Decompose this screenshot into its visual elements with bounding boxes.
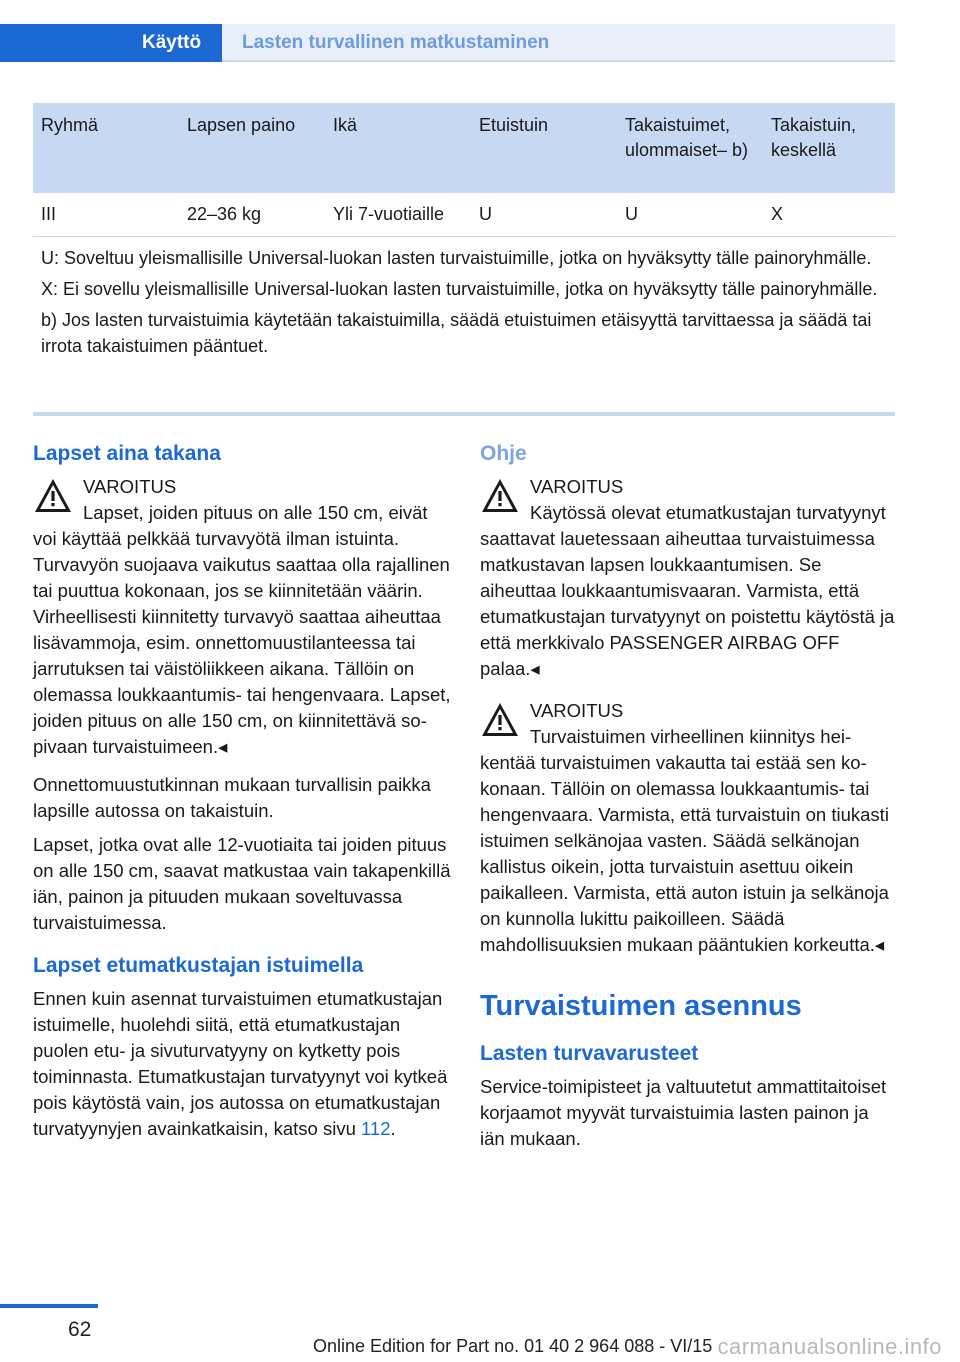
warning-text: Käytössä olevat etumatkustajan turvatyynyt saattavat lauetessaan aiheuttaa turvaistuimessa matkustavan lapsen loukkaantumisen. Se aiheuttaa loukkaantumisvaaran. Varmista, että etumatkustajan turvatyynyt on poistettu käytöstä ja että merkkivalo PASSENGER AIRBAG OFF palaa.◂ bbox=[480, 502, 895, 679]
table-header-cell: Etuistuin bbox=[479, 115, 549, 135]
warning-triangle-icon bbox=[480, 700, 520, 740]
table-header-cell: Ikä bbox=[333, 115, 358, 135]
chapter-title[interactable]: Lasten turvallinen matkustaminen bbox=[222, 24, 895, 62]
heading-child-safety-equipment: Lasten turvavarusteet bbox=[480, 1042, 699, 1065]
paragraph-text: Ennen kuin asennat turvaistuimen etumatkustajan istuimelle, huolehdi siitä, että etumatkustajan puolen etu- ja sivuturvatyyny on kytketty pois toiminnasta. Etumatkustajan turvatyynyt voi kytkeä pois käytöstä vain, jos autossa on etumatkustajan turvatyynyjen avainkatkaisin, katso sivu bbox=[33, 988, 448, 1139]
table-divider bbox=[33, 412, 895, 416]
table-header-row bbox=[33, 103, 895, 193]
edition-text: Online Edition for Part no. 01 40 2 964 088 - VI/15 bbox=[313, 1336, 713, 1356]
paragraph bbox=[33, 986, 453, 1142]
warning-text: Turvaistuimen virheellinen kiinnitys heikentää turvaistuimen vakautta tai estää sen kokonaan. Tällöin on olemassa loukkaantumis- tai hengenvaara. Varmista, että turvaistuin on tiukasti istuimen selkänojaa vasten. Säädä selkänojan kallistus oikein, jotta turvaistuin asettuu oikein paikalleen. Varmista, että auton istuin ja selkänoja on kunnolla lukittu paikoilleen. Säädä mahdollisuuksien mukaan pääntukien korkeutta.◂ bbox=[480, 726, 889, 955]
table-header-cell: Takaistuin, keskellä bbox=[771, 115, 857, 160]
page-reference-link[interactable]: 112 bbox=[361, 1118, 391, 1139]
table-notes bbox=[33, 237, 895, 359]
table-cell: U bbox=[625, 204, 638, 224]
section-title: Turvaistuimen asennus bbox=[480, 990, 802, 1022]
paragraph-end: . bbox=[390, 1118, 396, 1139]
table-cell: Yli 7-vuotiaille bbox=[333, 204, 445, 224]
table-note: U: Soveltuu yleismallisille Universal-luokan lasten turvaistuimille, jotka on hyväksytty tälle painoryhmälle. bbox=[41, 248, 872, 268]
heading-children-in-back: Lapset aina takana bbox=[33, 442, 221, 465]
warning-triangle-icon bbox=[480, 476, 520, 516]
warning-block bbox=[480, 698, 896, 958]
paragraph: Service-toimipisteet ja valtuutetut ammattitaitoiset korjaamot myyvät turvaistuimia lasten painon ja iän mukaan. bbox=[480, 1076, 887, 1149]
heading-note: Ohje bbox=[480, 442, 527, 465]
table-cell: U bbox=[479, 204, 492, 224]
paragraph: Onnettomuustutkinnan mukaan turvallisin paikka lapsille autossa on takaistuin. bbox=[33, 774, 431, 821]
warning-block bbox=[480, 474, 896, 682]
left-column bbox=[33, 440, 453, 1150]
table-header-cell: Lapsen paino bbox=[187, 115, 296, 135]
top-bar bbox=[0, 24, 895, 62]
table-note: b) Jos lasten turvaistuimia käytetään takaistuimilla, säädä etuistuimen etäisyyttä tarvittaessa ja säädä tai irrota takaistuimen pääntuet. bbox=[41, 310, 872, 356]
warning-title: VAROITUS bbox=[530, 700, 624, 721]
table-row bbox=[33, 193, 895, 237]
footer-line bbox=[0, 1304, 98, 1308]
paragraph: Lapset, jotka ovat alle 12-vuotiaita tai joiden pituus on alle 150 cm, saavat matkustaa vain takapenkillä iän, painon ja pituuden mukaan soveltuvassa turvaistuimessa. bbox=[33, 834, 451, 933]
table-header-cell: Takaistuimet, ulommaiset– b) bbox=[625, 115, 749, 160]
watermark: carmanualsonline.info bbox=[717, 1334, 942, 1359]
heading-front-passenger-seat: Lapset etumatkustajan istuimella bbox=[33, 954, 364, 977]
warning-text: Lapset, joiden pituus on alle 150 cm, eivät voi käyttää pelkkää turvavyötä ilman istuinta. Turvavyön suojaava vaikutus saattaa olla rajallinen tai puuttua kokonaan, jos se kiinnitetään väärin. Virheellisesti kiinnitetty turvavyö saattaa aiheuttaa lisävammoja, esim. onnettomuustilanteessa tai jarrutuksen tai väistöliikkeen aikana. Tällöin on olemassa loukkaantumis- tai hengenvaara. Lapset, joiden pituus on alle 150 cm, on kiinnitettävä sopivaan turvaistuimeen.◂ bbox=[33, 502, 451, 757]
section-tab[interactable]: Käyttö bbox=[0, 24, 222, 62]
table-header-cell: Ryhmä bbox=[41, 115, 99, 135]
warning-title: VAROITUS bbox=[83, 476, 177, 497]
table-note: X: Ei sovellu yleismallisille Universal-luokan lasten turvaistuimille, jotka on hyväksytty tälle painoryhmälle. bbox=[41, 279, 878, 299]
warning-triangle-icon bbox=[33, 476, 73, 516]
right-column bbox=[480, 440, 896, 1160]
warning-title: VAROITUS bbox=[530, 476, 624, 497]
table-cell: X bbox=[771, 204, 784, 224]
table-cell: 22–36 kg bbox=[187, 204, 262, 224]
warning-block bbox=[33, 474, 453, 760]
table-cell: III bbox=[41, 204, 57, 224]
page-number: 62 bbox=[68, 1318, 92, 1341]
child-seat-table bbox=[33, 103, 895, 364]
